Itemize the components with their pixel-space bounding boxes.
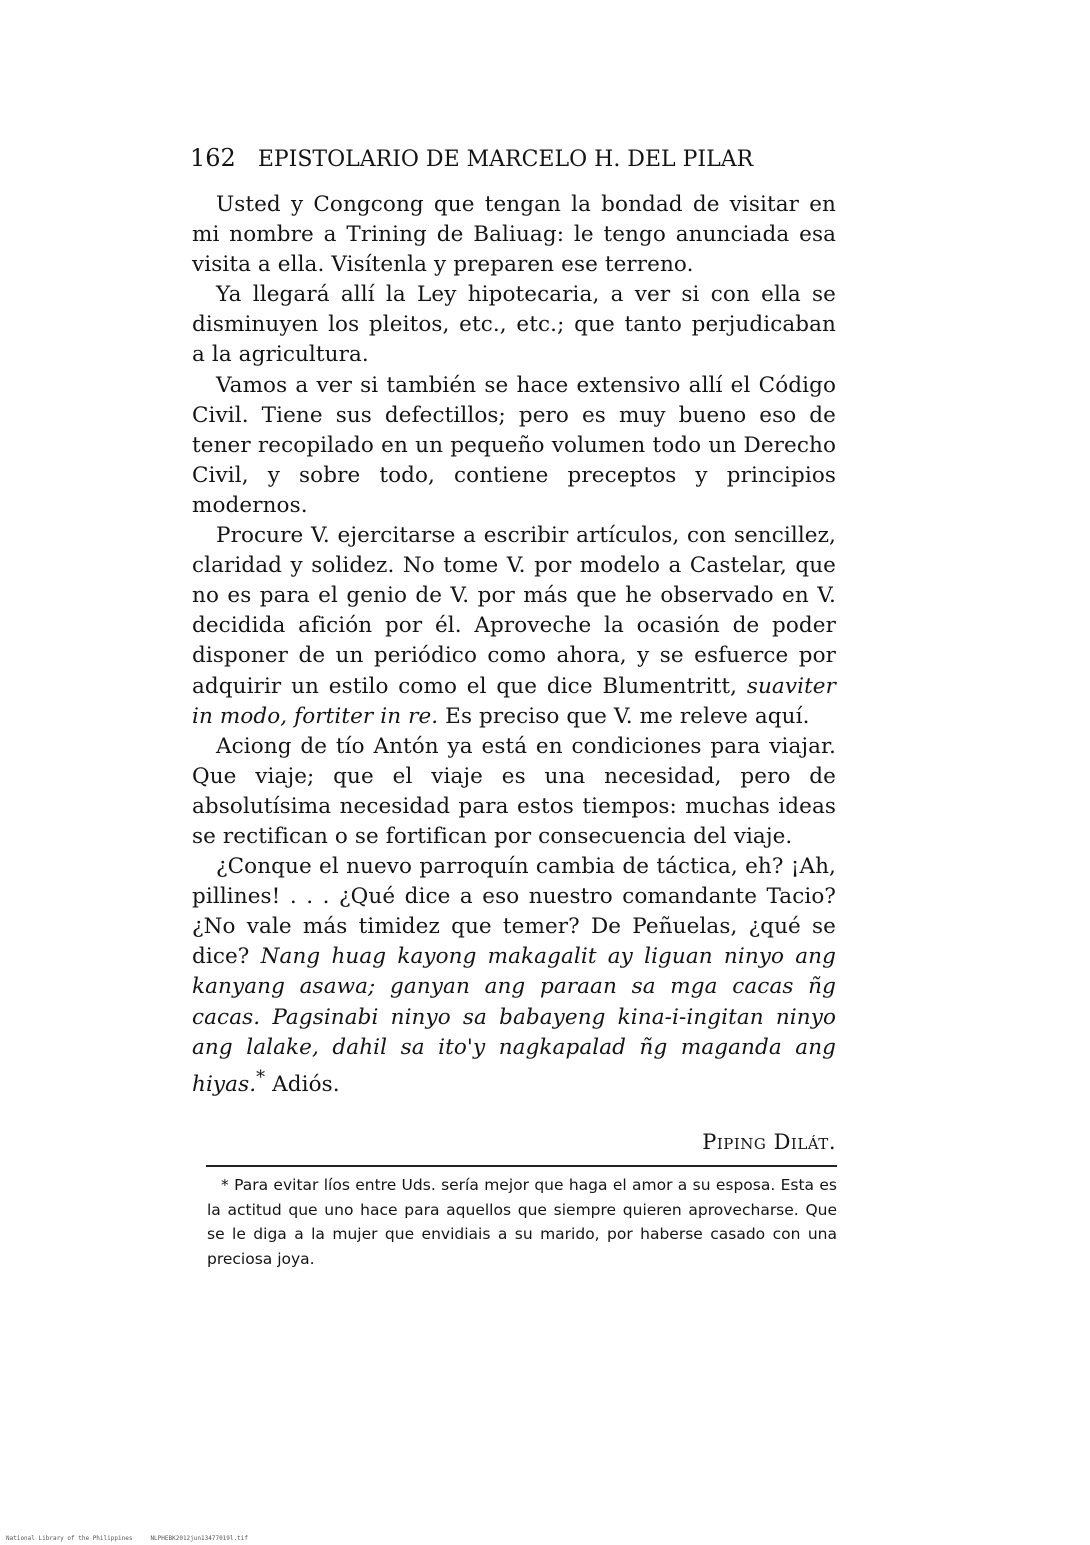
closing-word: Adiós. — [272, 1071, 340, 1097]
running-title: EPISTOLARIO DE MARCELO H. DEL PILAR — [257, 147, 754, 172]
footnote-divider — [206, 1165, 837, 1167]
page-number: 162 — [190, 144, 236, 172]
paragraph: Ya llegará allí la Ley hipotecaria, a ver si con ella se disminuyen los pleitos, etc., etc.; que tanto perjudicaban a la agricultura. — [192, 282, 836, 368]
footnote-text: * Para evitar líos entre Uds. sería mejor que haga el amor a su esposa. Esta es la actitud que uno hace para aquellos que siempre quieren aprovecharse. Que se le diga a la mujer que envidiais a su marido, por haberse casado con una preciosa joya. — [207, 1176, 837, 1268]
latin-phrase: suaviter in modo, fortiter in re. — [192, 673, 837, 729]
footnote — [207, 1173, 837, 1271]
paragraph-text: Procure V. ejercitarse a escribir artículos, con sencillez, claridad y solidez. No tome V. por modelo a Castelar, que no es para el genio de V. por más que he observado en V. decidida afición por él. Aproveche la ocasión de poder disponer de un periódico como ahora, y se esfuerce por adquirir un estilo como el que dice Blumentritt, — [192, 523, 836, 699]
paragraph-text: Es preciso que V. me releve aquí. — [445, 703, 810, 729]
running-header — [190, 140, 840, 176]
tagalog-passage: Nang huag kayong makagalit ay liguan ninyo ang kanyang asawa; ganyan ang paraan sa mga cacas ñg cacas. Pagsinabi ninyo sa babayeng kina-i-ingitan ninyo ang lalake, dahil sa ito'y nagkapalad ñg maganda ang hiyas. — [192, 944, 836, 1097]
file-id-stamp: NLPHEBK2012jun13477019l.tif — [150, 1535, 248, 1542]
library-stamp: National Library of the Philippines — [6, 1535, 133, 1542]
paragraph: Aciong de tío Antón ya está en condiciones para viajar. Que viaje; que el viaje es una necesidad, pero de absolutísima necesidad para estos tiempos: muchas ideas se rectifican o se fortifican por consecuencia del viaje. — [192, 733, 836, 849]
scan-stamp — [6, 1534, 606, 1544]
paragraph — [192, 521, 836, 732]
paragraph: Vamos a ver si también se hace extensivo allí el Código Civil. Tiene sus defectillos; pero es muy bueno eso de tener recopilado en un pequeño volumen todo un Derecho Civil, y sobre todo, contiene preceptos y principios modernos. — [192, 372, 836, 518]
paragraph: Usted y Congcong que tengan la bondad de visitar en mi nombre a Trining de Baliuag: le tengo anunciada esa visita a ella. Visítenla y preparen ese terreno. — [192, 192, 836, 278]
paragraph — [192, 852, 836, 1100]
signature: Piping Dilát. — [702, 1130, 836, 1154]
letter-body — [192, 190, 836, 1100]
footnote-mark: * — [256, 1066, 266, 1088]
paragraph-text: ¿Conque el nuevo parroquín cambia de táctica, eh? ¡Ah, pillines! . . . ¿Qué dice a eso nuestro comandante Tacio? ¿No vale más timidez que temer? De Peñuelas, ¿qué se dice? — [192, 854, 836, 970]
